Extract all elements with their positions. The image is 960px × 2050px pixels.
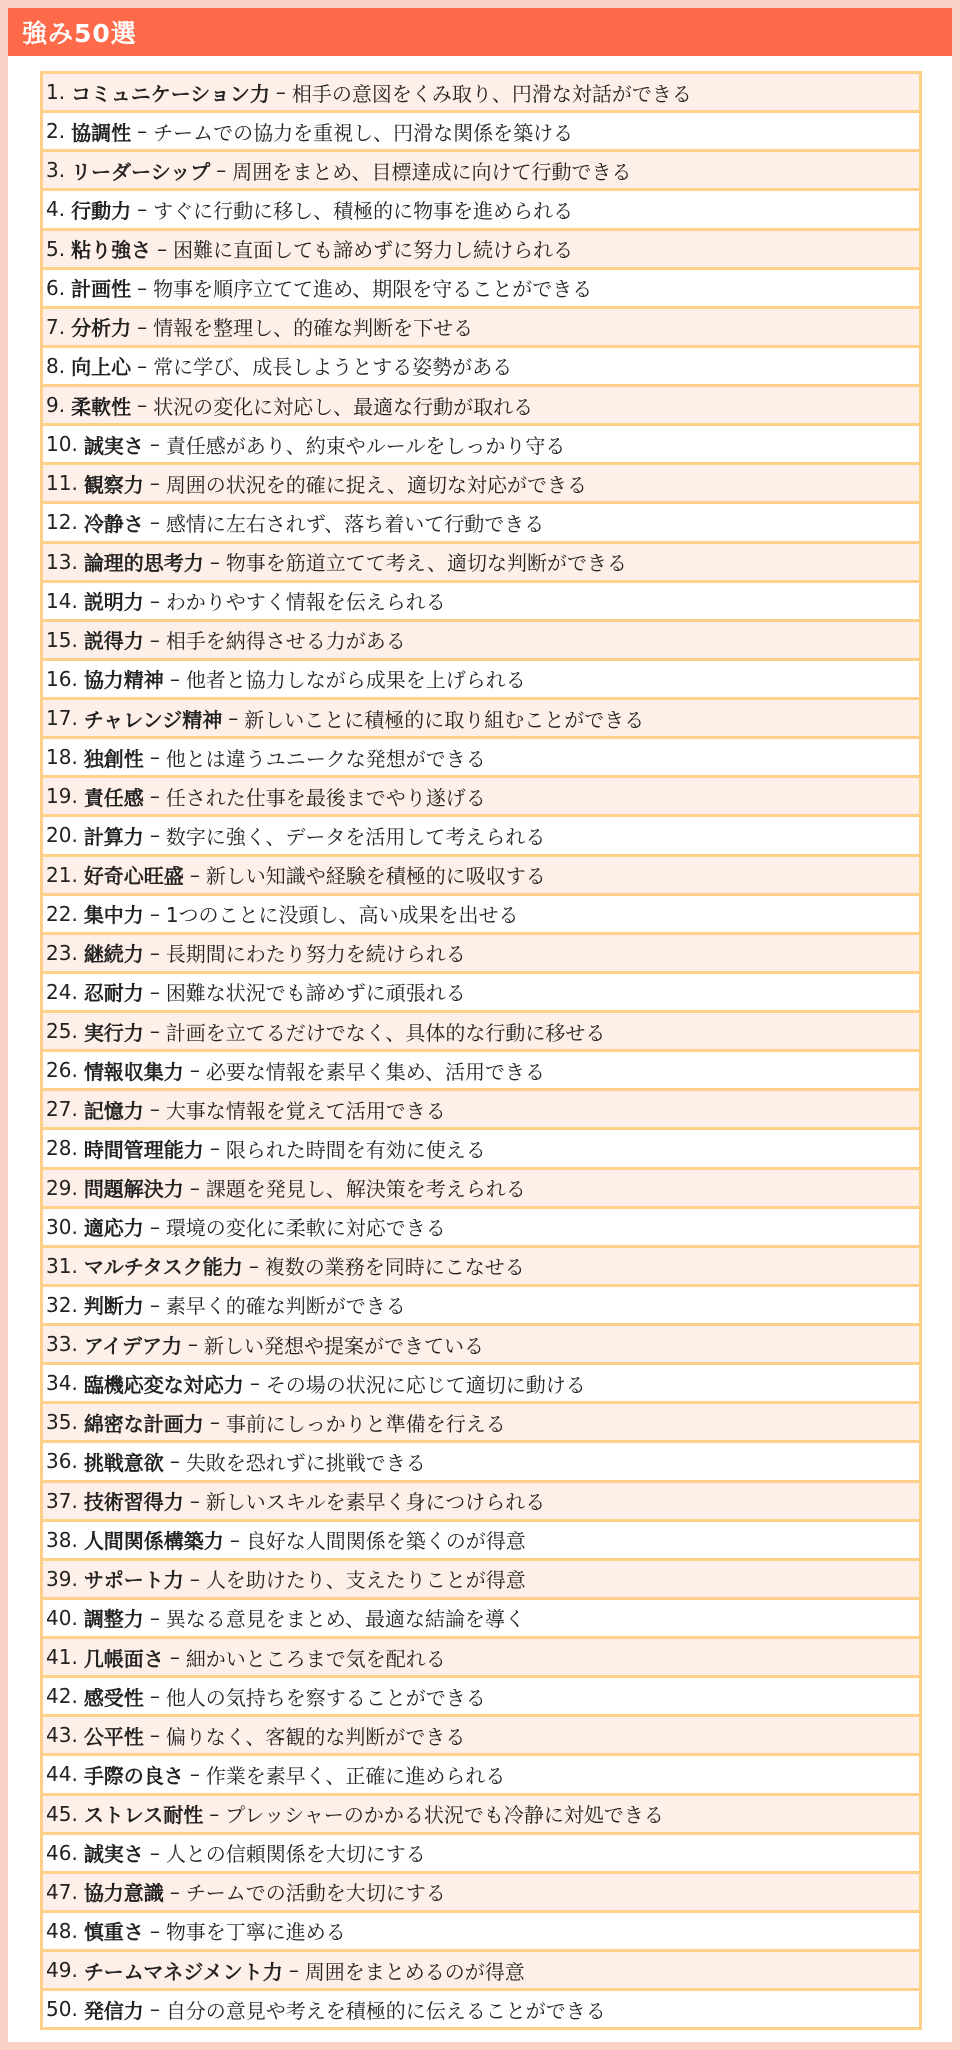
item-number: 22. <box>46 901 78 926</box>
strength-name: 柔軟性 <box>71 394 132 419</box>
list-item <box>43 270 919 309</box>
strength-description: 周囲の状況を的確に捉え、適切な対応ができる <box>165 472 588 497</box>
strength-description: 人を助けたり、支えたりことが得意 <box>205 1568 526 1593</box>
separator-dash: – <box>149 471 160 496</box>
separator-dash: – <box>149 588 160 613</box>
list-item <box>43 1639 919 1678</box>
separator-dash: – <box>275 80 286 105</box>
list-item <box>43 309 919 348</box>
strength-description: 計画を立てるだけでなく、具体的な行動に移せる <box>165 1020 606 1045</box>
item-number: 46. <box>46 1840 78 1865</box>
strength-description: 周囲をまとめ、目標達成に向けて行動できる <box>232 159 632 184</box>
separator-dash: – <box>209 1410 220 1435</box>
item-number: 3. <box>46 158 66 183</box>
separator-dash: – <box>149 823 160 848</box>
list-item <box>43 113 919 152</box>
strength-name: 協力意識 <box>83 1881 164 1906</box>
strength-name: コミュニケーション力 <box>71 81 270 106</box>
item-number: 10. <box>46 432 78 457</box>
strength-name: 発信力 <box>83 1998 144 2023</box>
item-number: 43. <box>46 1723 78 1748</box>
list-item <box>43 935 919 974</box>
item-number: 34. <box>46 1371 78 1396</box>
list-item <box>43 74 919 113</box>
strength-description: わかりやすく情報を伝えられる <box>165 590 446 615</box>
item-number: 17. <box>46 706 78 731</box>
strength-description: 情報を整理し、的確な判断を下せる <box>153 316 474 341</box>
item-number: 8. <box>46 353 66 378</box>
strength-description: 失敗を恐れずに挑戦できる <box>185 1450 426 1475</box>
list-item <box>43 1561 919 1600</box>
separator-dash: – <box>229 1527 240 1552</box>
strength-name: 観察力 <box>83 472 144 497</box>
strength-name: 粘り強さ <box>71 238 152 263</box>
strength-description: チームでの協力を重視し、円滑な関係を築ける <box>153 120 574 145</box>
strength-name: 公平性 <box>83 1724 144 1749</box>
list-item <box>43 1130 919 1169</box>
strength-name: 技術習得力 <box>83 1490 184 1515</box>
separator-dash: – <box>149 1997 160 2022</box>
strength-name: 継続力 <box>83 942 144 967</box>
strength-description: すぐに行動に移し、積極的に物事を進められる <box>153 198 574 223</box>
item-number: 14. <box>46 588 78 613</box>
list-item <box>43 583 919 622</box>
strength-description: 限られた時間を有効に使える <box>225 1137 486 1162</box>
strengths-list <box>40 71 922 2030</box>
item-number: 37. <box>46 1488 78 1513</box>
separator-dash: – <box>188 1332 199 1357</box>
item-number: 30. <box>46 1214 78 1239</box>
strength-description: その場の状況に応じて適切に動ける <box>265 1372 586 1397</box>
strength-name: サポート力 <box>83 1568 184 1593</box>
strength-name: 協力精神 <box>83 668 164 693</box>
strength-name: 感受性 <box>83 1685 144 1710</box>
separator-dash: – <box>216 158 227 183</box>
separator-dash: – <box>189 1175 200 1200</box>
strength-name: 分析力 <box>71 316 132 341</box>
strength-name: 計画性 <box>71 277 132 302</box>
separator-dash: – <box>209 549 220 574</box>
list-item <box>43 191 919 230</box>
strength-description: 状況の変化に対応し、最適な行動が取れる <box>153 394 534 419</box>
strength-name: 誠実さ <box>83 433 144 458</box>
strength-description: 作業を素早く、正確に進められる <box>205 1763 506 1788</box>
item-number: 18. <box>46 745 78 770</box>
separator-dash: – <box>169 1449 180 1474</box>
strength-name: 情報収集力 <box>83 1059 184 1084</box>
list-item <box>43 1952 919 1991</box>
item-number: 48. <box>46 1918 78 1943</box>
separator-dash: – <box>169 1645 180 1670</box>
item-number: 40. <box>46 1605 78 1630</box>
strength-name: 几帳面さ <box>83 1646 164 1671</box>
strength-description: 感情に左右されず、落ち着いて行動できる <box>165 511 545 536</box>
strength-name: 独創性 <box>83 746 144 771</box>
list-item <box>43 1013 919 1052</box>
separator-dash: – <box>149 745 160 770</box>
strength-name: 記憶力 <box>83 1098 144 1123</box>
item-number: 16. <box>46 666 78 691</box>
separator-dash: – <box>137 353 148 378</box>
item-number: 44. <box>46 1762 78 1787</box>
list-item <box>43 1443 919 1482</box>
strength-name: アイデア力 <box>83 1333 183 1358</box>
list-item <box>43 348 919 387</box>
separator-dash: – <box>248 1253 259 1278</box>
strength-description: 周囲をまとめるのが得意 <box>304 1959 525 1984</box>
strength-name: 人間関係構築力 <box>83 1529 224 1554</box>
strength-name: 協調性 <box>71 120 132 145</box>
strength-description: 環境の変化に柔軟に対応できる <box>165 1216 446 1241</box>
strength-description: 課題を発見し、解決策を考えられる <box>205 1177 526 1202</box>
separator-dash: – <box>149 510 160 535</box>
strength-description: 物事を順序立てて進め、期限を守ることができる <box>153 277 593 302</box>
strength-description: 新しいことに積極的に取り組むことができる <box>244 707 645 732</box>
strength-description: 他人の気持ちを察することができる <box>165 1685 486 1710</box>
strength-description: 複数の業務を同時にこなせる <box>264 1255 525 1280</box>
strength-name: 責任感 <box>83 785 144 810</box>
item-number: 39. <box>46 1566 78 1591</box>
list-item <box>43 465 919 504</box>
list-item <box>43 974 919 1013</box>
list-item <box>43 1717 919 1756</box>
strength-description: 相手を納得させる力がある <box>165 629 406 654</box>
list-item <box>43 857 919 896</box>
strength-description: 人との信頼関係を大切にする <box>165 1842 426 1867</box>
list-item <box>43 387 919 426</box>
item-number: 2. <box>46 119 66 144</box>
strength-description: 異なる意見をまとめ、最適な結論を導く <box>165 1607 526 1632</box>
list-item <box>43 739 919 778</box>
separator-dash: – <box>137 197 148 222</box>
separator-dash: – <box>189 1058 200 1083</box>
strength-description: 良好な人間関係を築くのが得意 <box>245 1529 526 1554</box>
item-number: 31. <box>46 1253 78 1278</box>
strength-description: 物事を筋道立てて考え、適切な判断ができる <box>225 551 628 576</box>
list-item <box>43 896 919 935</box>
item-number: 21. <box>46 862 78 887</box>
item-number: 4. <box>46 197 66 222</box>
list-item <box>43 1678 919 1717</box>
header-bar <box>8 8 952 56</box>
item-number: 26. <box>46 1058 78 1083</box>
strength-description: 任された仕事を最後までやり遂げる <box>165 785 486 810</box>
list-item <box>43 1522 919 1561</box>
separator-dash: – <box>149 1684 160 1709</box>
separator-dash: – <box>149 1019 160 1044</box>
list-item <box>43 544 919 583</box>
strength-name: 時間管理能力 <box>83 1137 204 1162</box>
strength-description: 常に学び、成長しようとする姿勢がある <box>153 355 513 380</box>
strength-description: 新しいスキルを素早く身につけられる <box>205 1490 546 1515</box>
strength-description: 他者と協力しながら成果を上げられる <box>185 668 526 693</box>
separator-dash: – <box>137 314 148 339</box>
separator-dash: – <box>228 706 239 731</box>
strength-name: 調整力 <box>83 1607 144 1632</box>
list-item <box>43 1091 919 1130</box>
list-item <box>43 1404 919 1443</box>
separator-dash: – <box>157 236 168 261</box>
separator-dash: – <box>149 1292 160 1317</box>
page-frame <box>8 8 952 2042</box>
strength-name: 判断力 <box>83 1294 144 1319</box>
item-number: 25. <box>46 1019 78 1044</box>
separator-dash: – <box>209 1136 220 1161</box>
separator-dash: – <box>249 1371 260 1396</box>
list-item <box>43 1326 919 1365</box>
strength-name: ストレス耐性 <box>83 1803 204 1828</box>
item-number: 27. <box>46 1097 78 1122</box>
list-item <box>43 1052 919 1091</box>
strength-name: チャレンジ精神 <box>83 707 223 732</box>
strength-name: 計算力 <box>83 824 144 849</box>
separator-dash: – <box>149 979 160 1004</box>
strength-name: 適応力 <box>83 1216 144 1241</box>
list-item <box>43 661 919 700</box>
list-item <box>43 1365 919 1404</box>
list-item <box>43 700 919 739</box>
list-item <box>43 778 919 817</box>
strength-name: マルチタスク能力 <box>83 1255 243 1280</box>
separator-dash: – <box>149 784 160 809</box>
separator-dash: – <box>149 1918 160 1943</box>
item-number: 20. <box>46 823 78 848</box>
page-title: 強み50選 <box>22 19 137 48</box>
strength-name: 綿密な計画力 <box>83 1411 204 1436</box>
strength-description: チームでの活動を大切にする <box>185 1881 446 1906</box>
item-number: 7. <box>46 314 66 339</box>
item-number: 28. <box>46 1136 78 1161</box>
strength-description: 困難に直面しても諦めずに努力し続けられる <box>173 238 574 263</box>
separator-dash: – <box>189 862 200 887</box>
strength-name: 集中力 <box>83 903 144 928</box>
item-number: 38. <box>46 1527 78 1552</box>
item-number: 32. <box>46 1292 78 1317</box>
list-item <box>43 817 919 856</box>
strength-name: 向上心 <box>71 355 132 380</box>
list-item <box>43 426 919 465</box>
separator-dash: – <box>149 1214 160 1239</box>
separator-dash: – <box>137 275 148 300</box>
strength-description: 困難な状況でも諦めずに頑張れる <box>165 981 466 1006</box>
strength-name: 実行力 <box>83 1020 144 1045</box>
strength-name: 臨機応変な対応力 <box>83 1372 244 1397</box>
strength-name: 問題解決力 <box>83 1177 184 1202</box>
strength-name: 慎重さ <box>83 1920 144 1945</box>
separator-dash: – <box>137 393 148 418</box>
strength-description: 素早く的確な判断ができる <box>165 1294 406 1319</box>
separator-dash: – <box>189 1762 200 1787</box>
item-number: 11. <box>46 471 78 496</box>
strength-description: 相手の意図をくみ取り、円滑な対話ができる <box>291 81 692 106</box>
strength-description: プレッシャーのかかる状況でも冷静に対処できる <box>225 1803 664 1828</box>
strength-name: リーダーシップ <box>71 159 211 184</box>
strength-description: 事前にしっかりと準備を行える <box>225 1411 506 1436</box>
strength-description: 必要な情報を素早く集め、活用できる <box>205 1059 546 1084</box>
item-number: 42. <box>46 1684 78 1709</box>
separator-dash: – <box>149 940 160 965</box>
list-item <box>43 1248 919 1287</box>
strength-name: 冷静さ <box>83 511 144 536</box>
list-item <box>43 1483 919 1522</box>
separator-dash: – <box>149 1097 160 1122</box>
separator-dash: – <box>137 119 148 144</box>
separator-dash: – <box>169 666 180 691</box>
separator-dash: – <box>149 1605 160 1630</box>
separator-dash: – <box>149 901 160 926</box>
strength-description: 自分の意見や考えを積極的に伝えることができる <box>165 1998 606 2023</box>
item-number: 36. <box>46 1449 78 1474</box>
strength-name: 挑戦意欲 <box>83 1450 164 1475</box>
separator-dash: – <box>149 432 160 457</box>
list-item <box>43 1756 919 1795</box>
separator-dash: – <box>169 1879 180 1904</box>
strength-name: 誠実さ <box>83 1842 144 1867</box>
item-number: 1. <box>46 80 66 105</box>
strength-name: 説明力 <box>83 590 144 615</box>
item-number: 49. <box>46 1958 78 1983</box>
strength-name: 忍耐力 <box>83 981 144 1006</box>
list-item <box>43 1874 919 1913</box>
strength-description: 細かいところまで気を配れる <box>185 1646 446 1671</box>
list-item <box>43 1209 919 1248</box>
item-number: 19. <box>46 784 78 809</box>
item-number: 45. <box>46 1801 78 1826</box>
list-item <box>43 1287 919 1326</box>
item-number: 6. <box>46 275 66 300</box>
strength-description: 1つのことに没頭し、高い成果を出せる <box>165 903 519 928</box>
separator-dash: – <box>149 627 160 652</box>
list-item <box>43 152 919 191</box>
list-item <box>43 504 919 543</box>
strength-description: 責任感があり、約束やルールをしっかり守る <box>165 433 566 458</box>
list-item <box>43 1913 919 1952</box>
strength-description: 物事を丁寧に進める <box>165 1920 346 1945</box>
strength-description: 偏りなく、客観的な判断ができる <box>165 1724 466 1749</box>
list-item <box>43 1835 919 1874</box>
separator-dash: – <box>288 1958 299 1983</box>
item-number: 5. <box>46 236 66 261</box>
strength-description: 長期間にわたり努力を続けられる <box>165 942 466 967</box>
item-number: 12. <box>46 510 78 535</box>
item-number: 29. <box>46 1175 78 1200</box>
separator-dash: – <box>149 1723 160 1748</box>
item-number: 13. <box>46 549 78 574</box>
list-item <box>43 1170 919 1209</box>
separator-dash: – <box>149 1840 160 1865</box>
strength-name: 行動力 <box>71 198 132 223</box>
strength-description: 他とは違うユニークな発想ができる <box>165 746 486 771</box>
list-item <box>43 622 919 661</box>
strength-name: 説得力 <box>83 629 144 654</box>
separator-dash: – <box>189 1566 200 1591</box>
separator-dash: – <box>209 1801 220 1826</box>
list-item <box>43 1796 919 1835</box>
strength-description: 新しい発想や提案ができている <box>204 1333 485 1358</box>
item-number: 35. <box>46 1410 78 1435</box>
strength-name: 論理的思考力 <box>83 551 204 576</box>
item-number: 23. <box>46 940 78 965</box>
item-number: 47. <box>46 1879 78 1904</box>
item-number: 41. <box>46 1645 78 1670</box>
list-item <box>43 1600 919 1639</box>
list-item <box>43 231 919 270</box>
strength-description: 大事な情報を覚えて活用できる <box>165 1098 446 1123</box>
item-number: 33. <box>46 1332 78 1357</box>
item-number: 24. <box>46 979 78 1004</box>
item-number: 9. <box>46 393 66 418</box>
strength-description: 数字に強く、データを活用して考えられる <box>165 824 546 849</box>
item-number: 15. <box>46 627 78 652</box>
separator-dash: – <box>189 1488 200 1513</box>
item-number: 50. <box>46 1997 78 2022</box>
strength-name: 手際の良さ <box>83 1763 184 1788</box>
strength-name: チームマネジメント力 <box>83 1959 283 1984</box>
list-item <box>43 1991 919 2027</box>
strength-description: 新しい知識や経験を積極的に吸収する <box>205 864 546 889</box>
strength-name: 好奇心旺盛 <box>83 864 184 889</box>
